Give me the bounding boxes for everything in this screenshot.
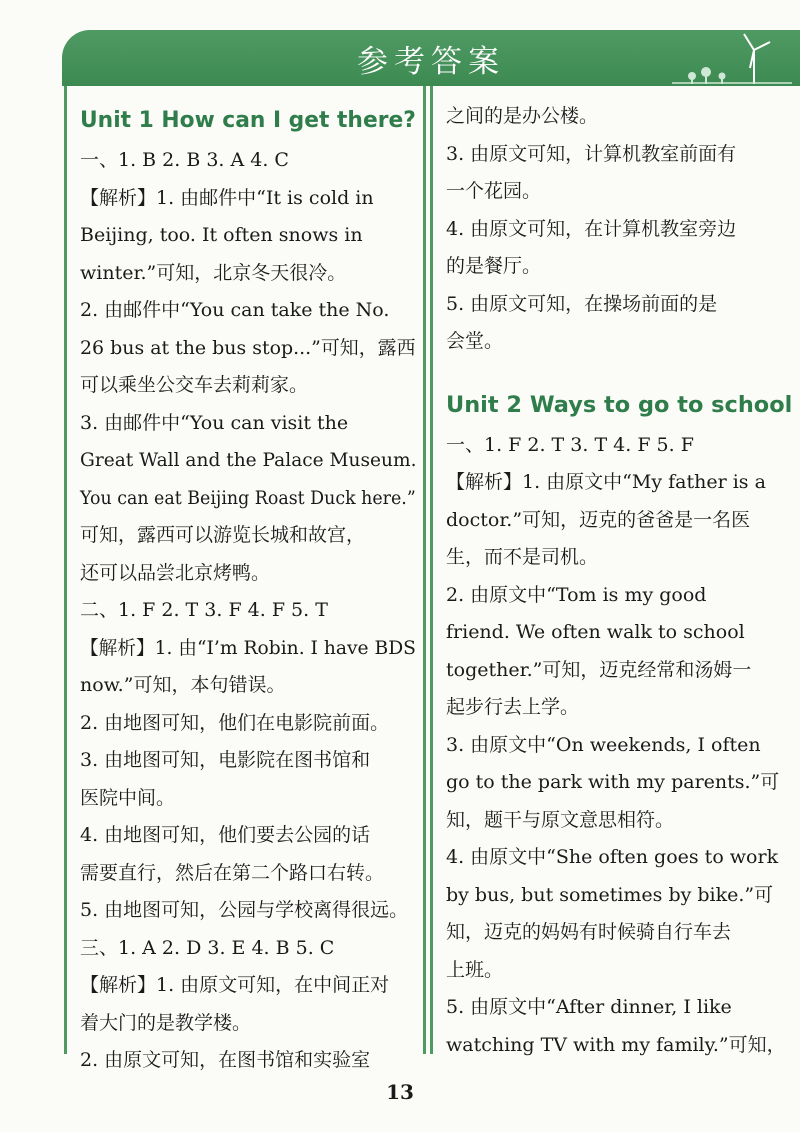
text-line: 一个花园。 <box>446 180 542 202</box>
text-line: together.”可知，迈克经常和汤姆一 <box>446 658 752 681</box>
page-title: 参考答案 <box>357 44 505 80</box>
text-line: 【解析】1. 由“I’m Robin. I have BDS <box>80 636 416 659</box>
text-line: 一、1. B 2. B 3. A 4. C <box>80 149 289 171</box>
text-line: 2. 由原文可知，在图书馆和实验室 <box>80 1049 371 1071</box>
text-line: 2. 由邮件中“You can take the No. <box>80 299 390 321</box>
text-line: watching TV with my family.”可知， <box>446 1033 786 1056</box>
text-line: 一、1. F 2. T 3. T 4. F 5. F <box>446 433 694 456</box>
text-line: 【解析】1. 由原文可知，在中间正对 <box>80 974 390 996</box>
text-line: 着大门的是教学楼。 <box>80 1011 252 1034</box>
text-line: 三、1. A 2. D 3. E 4. B 5. C <box>80 936 335 959</box>
text-line: 4. 由原文中“She often goes to work <box>446 846 779 868</box>
text-line: 需要直行，然后在第二个路口右转。 <box>80 861 385 884</box>
text-line: friend. We often walk to school <box>446 621 745 643</box>
text-line: 医院中间。 <box>80 786 176 809</box>
text-line: 二、1. F 2. T 3. F 4. F 5. T <box>80 599 328 621</box>
text-line: 可知，露西可以游览长城和故宫， <box>80 524 366 546</box>
text-line: 2. 由原文中“Tom is my good <box>446 583 707 606</box>
text-line: 上班。 <box>446 958 504 981</box>
text-line: 5. 由地图可知，公园与学校离得很远。 <box>80 899 409 921</box>
text-line: Beijing, too. It often snows in <box>80 224 363 246</box>
text-line: 【解析】1. 由原文中“My father is a <box>446 471 766 493</box>
text-line: 起步行去上学。 <box>446 696 580 718</box>
text-line: doctor.”可知，迈克的爸爸是一名医 <box>446 508 751 531</box>
wind-turbine-decoration-icon <box>672 32 792 84</box>
text-line: 3. 由原文中“On weekends, I often <box>446 733 761 756</box>
text-line: 3. 由地图可知，电影院在图书馆和 <box>80 749 371 771</box>
text-line: now.”可知，本句错误。 <box>80 674 286 696</box>
section-spacer <box>446 361 792 383</box>
text-line: 4. 由地图可知，他们要去公园的话 <box>80 824 371 846</box>
text-line: 的是餐厅。 <box>446 255 542 277</box>
text-line: 生，而不是司机。 <box>446 546 599 568</box>
text-line: 3. 由原文可知，计算机教室前面有 <box>446 142 737 165</box>
text-line: 还可以品尝北京烤鸭。 <box>80 561 271 584</box>
text-line: 5. 由原文中“After dinner, I like <box>446 996 732 1018</box>
text-line: 【解析】1. 由邮件中“It is cold in <box>80 186 374 209</box>
text-line: You can eat Beijing Roast Duck here.” <box>80 486 416 509</box>
text-line: by bus, but sometimes by bike.”可 <box>446 883 774 906</box>
text-line: 可以乘坐公交车去莉莉家。 <box>80 374 309 396</box>
header-banner <box>62 30 800 86</box>
text-line: 4. 由原文可知，在计算机教室旁边 <box>446 217 737 240</box>
unit-title: Unit 2 Ways to go to school <box>446 391 793 418</box>
text-line: Great Wall and the Palace Museum. <box>80 449 417 471</box>
text-line: 会堂。 <box>446 330 504 352</box>
text-line: winter.”可知，北京冬天很冷。 <box>80 261 347 284</box>
text-line: 2. 由地图可知，他们在电影院前面。 <box>80 711 390 734</box>
page-number: 13 <box>386 1080 414 1104</box>
text-line: 知，迈克的妈妈有时候骑自行车去 <box>446 921 732 943</box>
text-line: 知，题干与原文意思相符。 <box>446 808 675 831</box>
unit-title: Unit 1 How can I get there? <box>80 107 416 133</box>
left-column <box>80 98 416 1080</box>
text-line: 之间的是办公楼。 <box>446 105 599 127</box>
text-line: 5. 由原文可知，在操场前面的是 <box>446 292 718 315</box>
text-line: 3. 由邮件中“You can visit the <box>80 411 349 434</box>
right-column <box>446 98 792 1064</box>
text-line: go to the park with my parents.”可 <box>446 771 780 793</box>
text-line: 26 bus at the bus stop...”可知，露西 <box>80 336 416 359</box>
